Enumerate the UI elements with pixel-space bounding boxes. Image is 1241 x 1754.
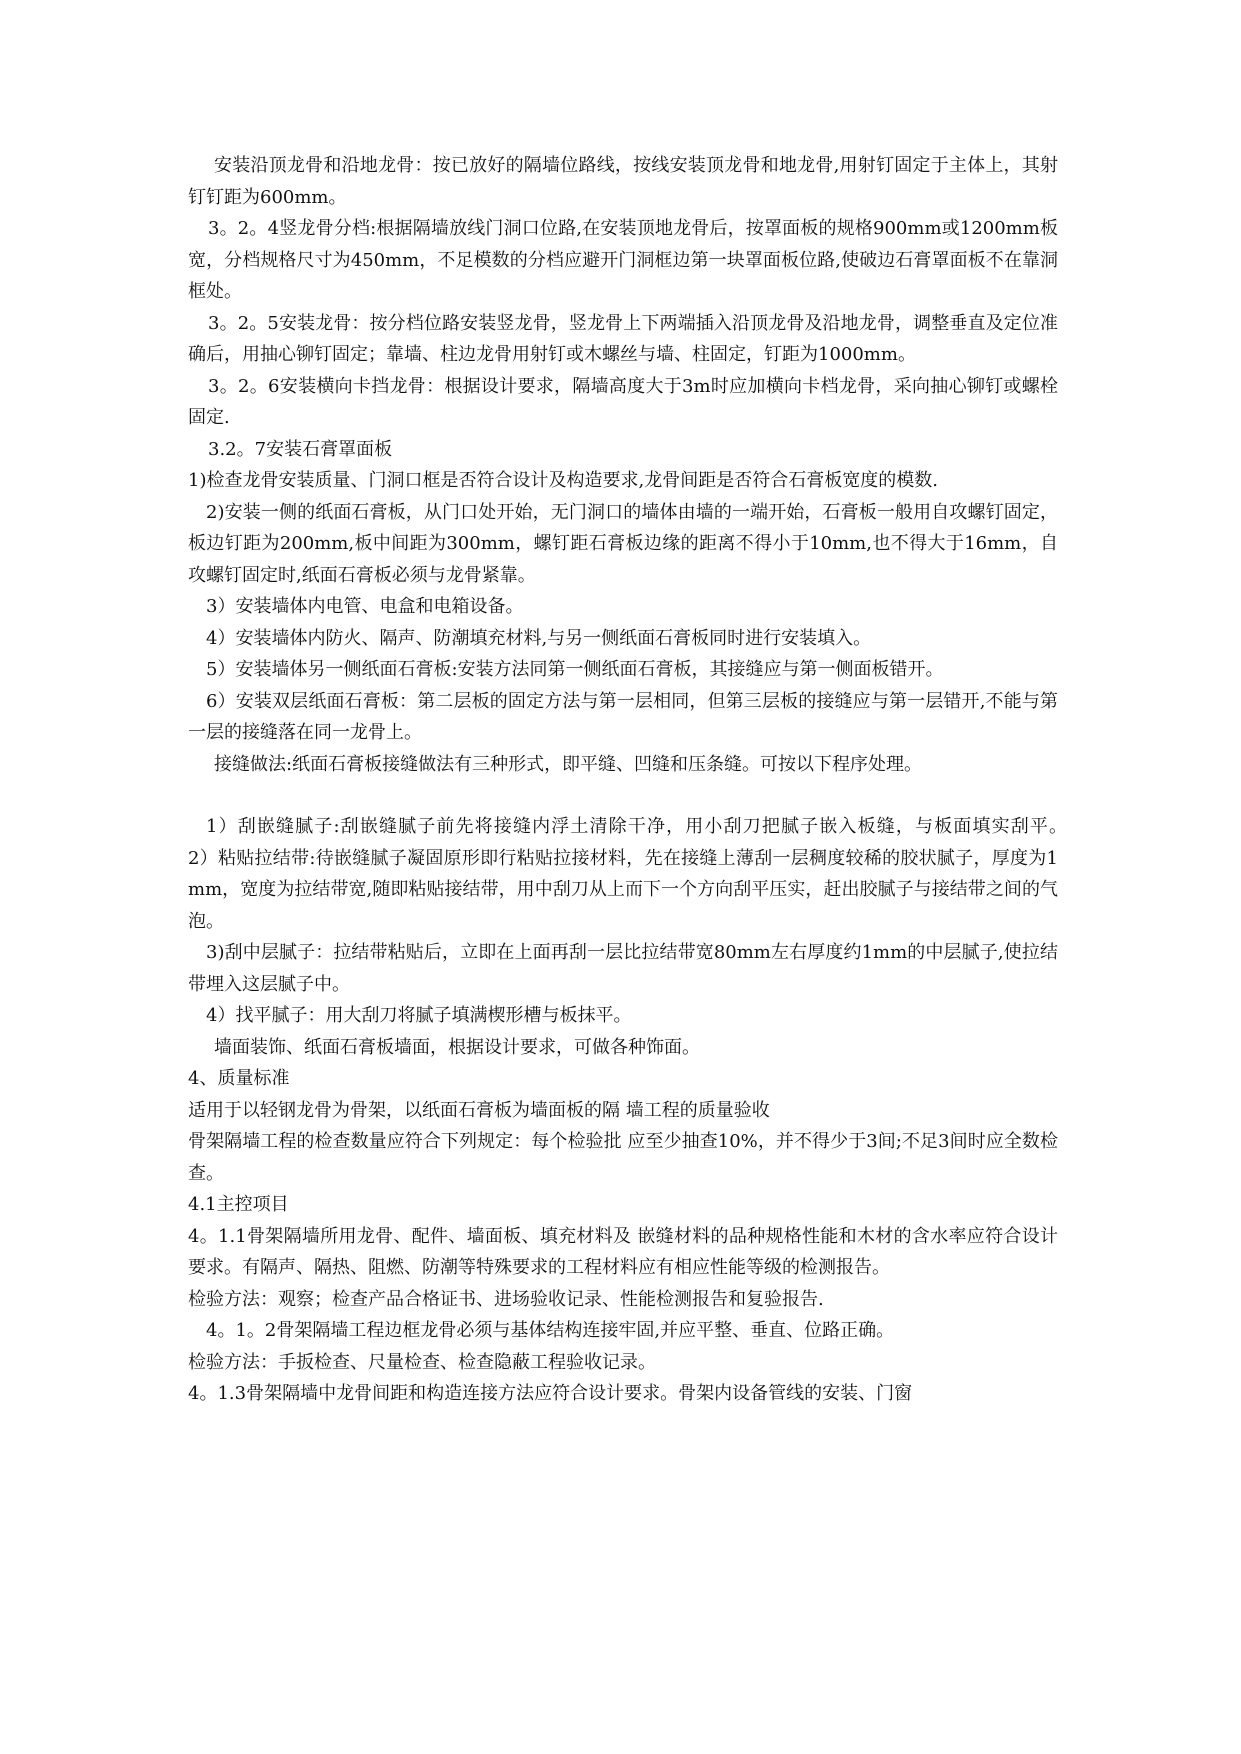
paragraph-inspection-method-1: 检验方法：观察；检查产品合格证书、进场验收记录、性能检测报告和复验报告. bbox=[188, 1288, 824, 1310]
paragraph-3-2-4: 3。2。4竖龙骨分档:根据隔墙放线门洞口位路,在安装顶地龙骨后，按罩面板的规格900mm或1200mm板宽，分档规格尺寸为450mm，不足模数的分档应避开门洞框边第一块罩面板位路,使破边石膏罩面板不在靠洞框处。 bbox=[188, 218, 1058, 302]
paragraph-step-4: 4）安装墙体内防火、隔声、防潮填充材料,与另一侧纸面石膏板同时进行安装填入。 bbox=[206, 627, 872, 649]
paragraph-step-3: 3）安装墙体内电管、电盒和电箱设备。 bbox=[206, 596, 524, 617]
paragraph-scope: 适用于以轻钢龙骨为骨架，以纸面石膏板为墙面板的隔 墙工程的质量验收 bbox=[188, 1099, 770, 1121]
subsection-heading-4-1: 4.1主控项目 bbox=[188, 1194, 289, 1215]
paragraph-4-1-2: 4。1。2骨架隔墙工程边框龙骨必须与基体结构连接牢固,并应平整、垂直、位路正确。 bbox=[206, 1320, 895, 1341]
section-heading-quality-standard: 4、质量标准 bbox=[188, 1068, 290, 1089]
paragraph-4-1-1: 4。1.1骨架隔墙所用龙骨、配件、墙面板、填充材料及 嵌缝材料的品种规格性能和木材的含水率应符合设计要求。有隔声、隔热、阻燃、防潮等特殊要求的工程材料应有相应性能等级的检测报告。 bbox=[188, 1225, 1058, 1278]
blank-line bbox=[188, 780, 1058, 811]
paragraph-joint-method: 接缝做法:纸面石膏板接缝做法有三种形式，即平缝、凹缝和压条缝。可按以下程序处理。 bbox=[214, 753, 923, 775]
paragraph-joint-steps-1-2: 1）刮嵌缝腻子:刮嵌缝腻子前先将接缝内浮土清除干净，用小刮刀把腻子嵌入板缝，与板面填实刮平。 2）粘贴拉结带:待嵌缝腻子凝固原形即行粘贴拉接材料，先在接缝上薄刮一层稠度较稀的胶状腻子，厚度为1mm，宽度为拉结带宽,随即粘贴接结带，用中刮刀从上而下一个方向刮平压实，赶出胶腻子与接结带之间的气泡。 bbox=[188, 816, 1094, 932]
paragraph-step-6: 6）安装双层纸面石膏板：第二层板的固定方法与第一层相同，但第三层板的接缝应与第一层错开,不能与第一层的接缝落在同一龙骨上。 bbox=[188, 690, 1058, 743]
paragraph-step-2: 2)安装一侧的纸面石膏板，从门口处开始，无门洞口的墙体由墙的一端开始，石膏板一般用自攻螺钉固定，板边钉距为200mm,板中间距为300mm，螺钉距石膏板边缘的距离不得小于10mm,也不得大于16mm，自攻螺钉固定时,纸面石膏板必须与龙骨紧靠。 bbox=[188, 501, 1058, 586]
paragraph-step-5: 5）安装墙体另一侧纸面石膏板:安装方法同第一侧纸面石膏板，其接缝应与第一侧面板错开。 bbox=[206, 659, 944, 680]
paragraph-joint-step-3: 3)刮中层腻子：拉结带粘贴后，立即在上面再刮一层比拉结带宽80mm左右厚度约1mm的中层腻子,使拉结带埋入这层腻子中。 bbox=[188, 942, 1058, 995]
paragraph-inspection-method-2: 检验方法：手扳检查、尺量检查、检查隐蔽工程验收记录。 bbox=[188, 1351, 656, 1373]
paragraph-3-2-6: 3。2。6安装横向卡挡龙骨：根据设计要求，隔墙高度大于3m时应加横向卡档龙骨，采向抽心铆钉或螺栓固定. bbox=[188, 375, 1058, 428]
paragraph-4-1-3: 4。1.3骨架隔墙中龙骨间距和构造连接方法应符合设计要求。骨架内设备管线的安装、门窗 bbox=[188, 1383, 913, 1404]
paragraph-joint-step-4: 4）找平腻子：用大刮刀将腻子填满楔形槽与板抹平。 bbox=[206, 1005, 632, 1026]
paragraph-3-2-5: 3。2。5安装龙骨：按分档位路安装竖龙骨，竖龙骨上下两端插入沿顶龙骨及沿地龙骨，调整垂直及定位准确后，用抽心铆钉固定；靠墙、柱边龙骨用射钉或木螺丝与墙、柱固定，钉距为1000mm。 bbox=[188, 312, 1058, 365]
paragraph-3-2-7-heading: 3.2。7安装石膏罩面板 bbox=[208, 438, 393, 460]
paragraph-wall-decoration: 墙面装饰、纸面石膏板墙面，根据设计要求，可做各种饰面。 bbox=[214, 1036, 700, 1058]
paragraph-inspection-quantity: 骨架隔墙工程的检查数量应符合下列规定：每个检验批 应至少抽查10%，并不得少于3间;不足3间时应全数检查。 bbox=[188, 1131, 1058, 1184]
paragraph-step-1: 1)检查龙骨安装质量、门洞口框是否符合设计及构造要求,龙骨间距是否符合石膏板宽度的模数. bbox=[188, 470, 938, 491]
document-page bbox=[188, 150, 1094, 1410]
paragraph-install-top-bottom-keel: 安装沿顶龙骨和沿地龙骨：按已放好的隔墙位路线，按线安装顶龙骨和地龙骨,用射钉固定于主体上，其射钉钉距为600mm。 bbox=[188, 155, 1058, 208]
